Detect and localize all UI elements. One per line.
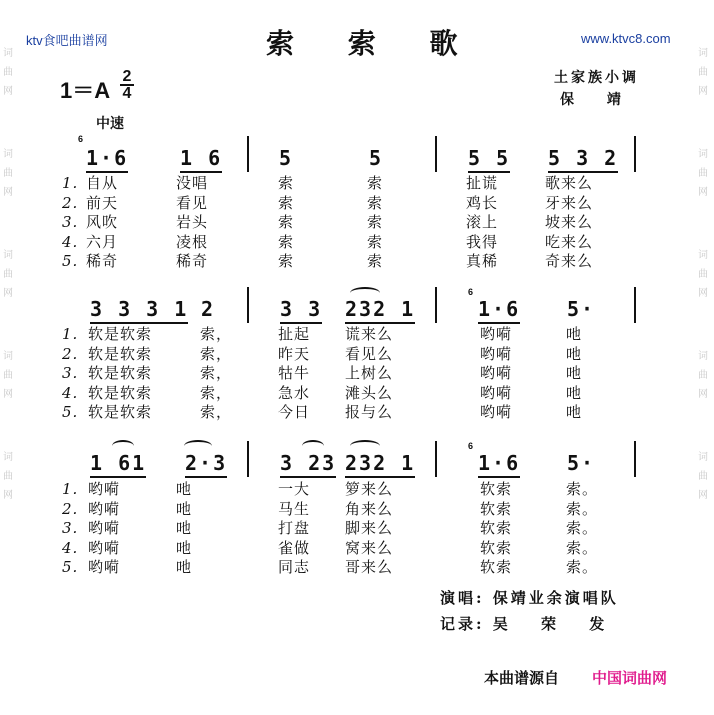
lyric-column: 箩来么 角来么 脚来么 窝来么 哥来么 (345, 480, 394, 576)
bar-line (634, 441, 636, 477)
verse-number-column: 1. 2. 3. 4. 5. (62, 174, 79, 270)
lyric-column: 吔 吔 吔 吔 吔 (176, 480, 193, 576)
lyric-column: 歌来么 牙来么 坡来么 吃来么 奇来么 (545, 174, 594, 270)
note-group: 5· (567, 297, 596, 321)
note-group: 1·6 (478, 297, 520, 321)
grace-note: 6 (468, 287, 474, 297)
note-group: 1 61 (90, 451, 146, 475)
singer-name: 保靖业余演唱队 (492, 589, 619, 607)
lyric-column: 扯谎 鸡长 滚上 我得 真稀 (466, 174, 499, 270)
lyric-column: 哟嗬 哟嗬 哟嗬 哟嗬 哟嗬 (88, 480, 121, 576)
note-group: 1·6 (86, 146, 128, 170)
time-top: 2 (120, 69, 134, 86)
recorder-name: 吴 荣 发 (492, 615, 619, 633)
source-site-link[interactable]: 中国词曲网 (592, 670, 668, 687)
watermark-text: 词曲网 (3, 48, 13, 97)
lyric-column: 谎来么 看见么 上树么 滩头么 报与么 (345, 325, 394, 421)
note-group: 3 3 3 1 (90, 297, 188, 321)
bar-line (247, 287, 249, 323)
origin-label: 土家族小调 (554, 70, 639, 86)
bar-line (247, 441, 249, 477)
verse-number-column: 1. 2. 3. 4. 5. (62, 325, 79, 421)
note-group: 2 (201, 297, 216, 321)
lyric-column: 扯起 昨天 牯牛 急水 今日 (278, 325, 311, 421)
watermark-text: 词曲网 (3, 149, 13, 198)
bar-line (435, 136, 437, 172)
verse-number-column: 1. 2. 3. 4. 5. (62, 480, 79, 576)
header-left-site[interactable]: ktv食吧曲谱网 (26, 33, 108, 48)
lyric-column: 软索 软索 软索 软索 软索 (480, 480, 513, 576)
note-group: 232 1 (345, 297, 415, 321)
bar-line (634, 136, 636, 172)
region-label: 保 靖 (560, 92, 635, 108)
grace-note: 6 (468, 441, 474, 451)
lyric-column: 软是软索 软是软索 软是软索 软是软索 软是软索 (88, 325, 153, 421)
note-group: 3 3 (280, 297, 322, 321)
header-right-site[interactable]: www.ktvc8.com (581, 31, 671, 46)
lyric-column: 吔 吔 吔 吔 吔 (566, 325, 583, 421)
watermark-text: 词曲网 (3, 250, 13, 299)
song-title: 索 索 歌 (266, 27, 480, 60)
source-label: 本曲谱源自 (484, 670, 560, 687)
lyric-column: 索， 索， 索， 索， 索， (200, 325, 233, 421)
lyric-column: 索 索 索 索 索 (278, 174, 295, 270)
bar-line (634, 287, 636, 323)
watermark-text: 词曲网 (698, 250, 708, 299)
grace-note: 6 (78, 134, 84, 144)
lyric-column: 索。 索。 索。 索。 索。 (566, 480, 599, 576)
singer-label: 演唱: (440, 589, 485, 607)
note-group: 3 23 (280, 451, 336, 475)
note-group: 5 3 2 (548, 146, 618, 170)
watermark-text: 词曲网 (3, 351, 13, 400)
recorder-label: 记录: (440, 615, 485, 633)
watermark-text: 词曲网 (698, 452, 708, 501)
tempo-marking: 中速 (96, 116, 124, 132)
bar-line (435, 287, 437, 323)
note-group: 1·6 (478, 451, 520, 475)
left-watermark (3, 0, 17, 715)
note-group: 5 5 (468, 146, 510, 170)
bar-line (247, 136, 249, 172)
note-group: 5 (369, 146, 384, 170)
right-watermark (698, 0, 712, 715)
lyric-column: 自从 前天 风吹 六月 稀奇 (86, 174, 119, 270)
lyric-column: 索 索 索 索 索 (367, 174, 384, 270)
key-signature: 1＝A (60, 78, 111, 103)
singer-credit (440, 587, 619, 608)
time-signature (120, 69, 134, 101)
watermark-text: 词曲网 (698, 149, 708, 198)
note-group: 2·3 (185, 451, 227, 475)
recorder-credit (440, 613, 618, 634)
watermark-text: 词曲网 (698, 48, 708, 97)
note-group: 5 (279, 146, 294, 170)
bar-line (435, 441, 437, 477)
lyric-column: 一大 马生 打盘 雀做 同志 (278, 480, 311, 576)
lyric-column: 没唱 看见 岩头 凌根 稀奇 (176, 174, 209, 270)
note-group: 232 1 (345, 451, 415, 475)
lyric-column: 哟嗬 哟嗬 哟嗬 哟嗬 哟嗬 (480, 325, 513, 421)
note-group: 5· (567, 451, 596, 475)
time-bottom: 4 (122, 85, 132, 102)
watermark-text: 词曲网 (3, 452, 13, 501)
watermark-text: 词曲网 (698, 351, 708, 400)
note-group: 1 6 (180, 146, 222, 170)
